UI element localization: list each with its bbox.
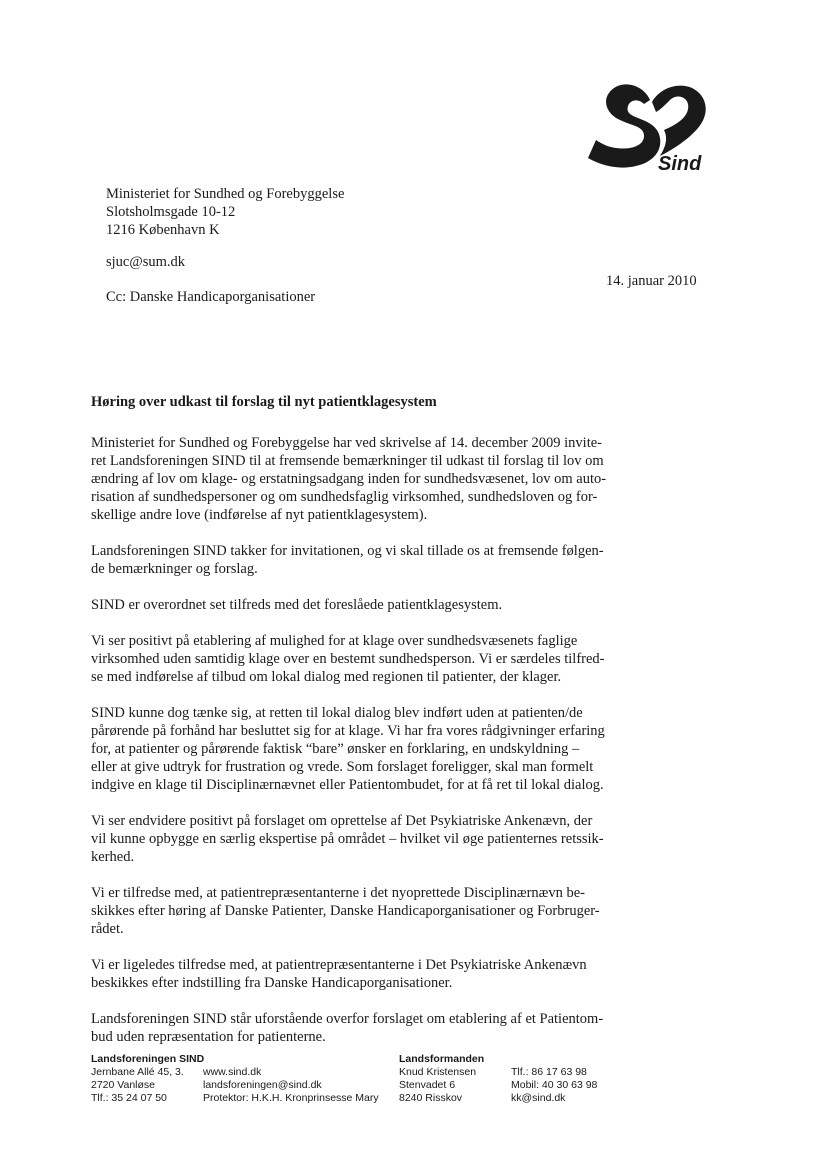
letter-date: 14. januar 2010 [606,273,697,289]
body-paragraph [91,542,615,578]
paragraph-line: skellige andre love (indførelse af nyt patientklagesystem). [91,507,428,523]
footer-chair-line: Knud Kristensen [399,1066,477,1078]
footer-web-line: Protektor: H.K.H. Kronprinsesse Mary [203,1092,379,1104]
paragraph-line: Landsforeningen SIND takker for invitationen, og vi skal tillade os at fremsende følgen- [91,543,604,559]
paragraph-line: de bemærkninger og forslag. [91,561,258,577]
paragraph-line: ændring af lov om klage- og erstatningsadgang inden for sundhedsvæsenet, lov om auto- [91,471,607,487]
footer-org-line: Jernbane Allé 45, 3. [91,1066,184,1078]
body-paragraph [91,884,615,938]
sind-logo [586,80,714,178]
body-paragraph [91,434,615,524]
paragraph-line: ret Landsforeningen SIND til at fremsende bemærkninger til udkast til forslag til lov om [91,453,604,469]
paragraph-line: Vi ser endvidere positivt på forslaget om oprettelse af Det Psykiatriske Ankenævn, der [91,813,593,829]
paragraph-line: Vi er tilfredse med, at patientrepræsentanterne i det nyoprettede Disciplinærnævn be- [91,885,585,901]
footer-contact-line: kk@sind.dk [511,1092,566,1104]
footer-web-line: landsforeningen@sind.dk [203,1079,322,1091]
paragraph-line: beskikkes efter indstilling fra Danske Handicaporganisationer. [91,975,453,991]
recipient-address [106,185,344,239]
sind-heart-logo-icon [586,80,714,178]
footer-org-heading: Landsforeningen SIND [91,1053,205,1065]
body-paragraph [91,956,615,992]
letter-subject: Høring over udkast til forslag til nyt patientklagesystem [91,394,437,410]
footer-contact-line: Tlf.: 86 17 63 98 [511,1066,587,1078]
footer-organization [91,1053,204,1105]
footer-org-line: Tlf.: 35 24 07 50 [91,1092,167,1104]
paragraph-line: Vi er ligeledes tilfredse med, at patientrepræsentanterne i Det Psykiatriske Ankenævn [91,957,587,973]
paragraph-line: se med indførelse af tilbud om lokal dialog med regionen til patienter, der klager. [91,669,562,685]
body-paragraph [91,596,615,614]
paragraph-line: eller at give udtryk for frustration og vrede. Som forslaget foreligger, skal man formelt [91,759,594,775]
footer-chair-line: Stenvadet 6 [399,1079,456,1091]
logo-text: Sind [658,153,702,175]
footer-contact-line: Mobil: 40 30 63 98 [511,1079,598,1091]
recipient-line-1: Ministeriet for Sundhed og Forebyggelse [106,186,345,202]
recipient-line-3: 1216 København K [106,222,220,238]
footer-web-line: www.sind.dk [203,1066,262,1078]
paragraph-line: skikkes efter høring af Danske Patienter, Danske Handicaporganisationer og Forbruger- [91,903,600,919]
footer-chair-heading: Landsformanden [399,1053,485,1065]
letter-body [91,434,615,1064]
recipient-email: sjuc@sum.dk [106,254,186,270]
recipient-line-2: Slotsholmsgade 10-12 [106,204,236,220]
paragraph-line: vil kunne opbygge en særlig ekspertise på området – hvilket vil øge patienternes retssik- [91,831,604,847]
body-paragraph [91,704,615,794]
body-paragraph [91,632,615,686]
paragraph-line: indgive en klage til Disciplinærnævnet eller Patientombudet, for at få ret til lokal dialog. [91,777,604,793]
paragraph-line: for, at patienter og pårørende faktisk “bare” ønsker en forklaring, en undskyldning – [91,741,580,757]
body-paragraph [91,1010,615,1046]
paragraph-line: bud uden repræsentation for patienterne. [91,1029,326,1045]
paragraph-line: SIND kunne dog tænke sig, at retten til lokal dialog blev indført uden at patienten/de [91,705,583,721]
footer-contact [511,1066,597,1105]
footer-chair-line: 8240 Risskov [399,1092,463,1104]
paragraph-line: virksomhed uden samtidig klage over en bestemt sundhedsperson. Vi er særdeles tilfred- [91,651,605,667]
footer-chair [399,1053,484,1105]
paragraph-line: kerhed. [91,849,135,865]
paragraph-line: pårørende på forhånd har besluttet sig for at klage. Vi har fra vores rådgivninger erfaring [91,723,605,739]
paragraph-line: Ministeriet for Sundhed og Forebyggelse har ved skrivelse af 14. december 2009 invite- [91,435,602,451]
cc-line: Cc: Danske Handicaporganisationer [106,289,316,305]
paragraph-line: rådet. [91,921,124,937]
footer-org-line: 2720 Vanløse [91,1079,156,1091]
footer-web [203,1066,379,1105]
paragraph-line: SIND er overordnet set tilfreds med det foreslåede patientklagesystem. [91,597,503,613]
paragraph-line: Landsforeningen SIND står uforstående overfor forslaget om etablering af et Patientom- [91,1011,604,1027]
body-paragraph [91,812,615,866]
paragraph-line: risation af sundhedspersoner og om sundhedsfaglig virksomhed, sundhedsloven og for- [91,489,598,505]
paragraph-line: Vi ser positivt på etablering af mulighed for at klage over sundhedsvæsenets faglige [91,633,578,649]
